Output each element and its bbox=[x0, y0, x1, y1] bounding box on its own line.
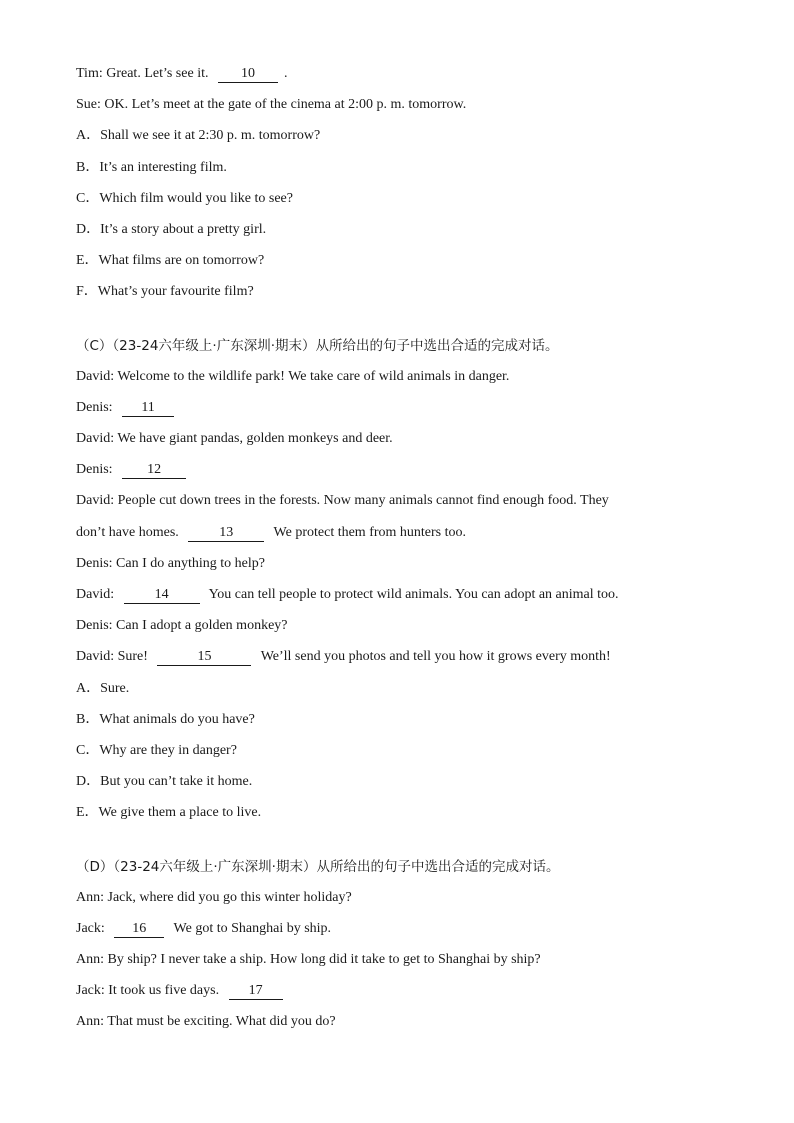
answer-blank-16[interactable]: 16 bbox=[114, 921, 164, 938]
dialogue-line: Ann: Jack, where did you go this winter holiday? bbox=[76, 889, 352, 905]
dialogue-line bbox=[76, 581, 716, 612]
dialogue-line bbox=[76, 394, 716, 425]
dialogue-text: You can tell people to protect wild animals. You can adopt an animal too. bbox=[208, 587, 619, 602]
dialogue-line: Ann: By ship? I never take a ship. How long did it take to get to Shanghai by ship? bbox=[76, 952, 541, 968]
option-d: D．It’s a story about a pretty girl. bbox=[76, 221, 267, 237]
dialogue-text: We protect them from hunters too. bbox=[273, 524, 467, 540]
dialogue-line: Denis: Can I do anything to help? bbox=[76, 555, 265, 571]
answer-blank-13[interactable]: 13 bbox=[188, 525, 264, 542]
dialogue-line bbox=[76, 977, 716, 1008]
answer-blank-17[interactable]: 17 bbox=[229, 983, 283, 1000]
dialogue-line: David: People cut down trees in the forests. Now many animals cannot find enough food. They bbox=[76, 493, 609, 509]
section-d-heading: （D）（23-24六年级上·广东深圳·期末）从所给出的句子中选出合适的完成对话。 bbox=[76, 858, 560, 875]
dialogue-line: Denis: Can I adopt a golden monkey? bbox=[76, 618, 288, 634]
speaker-label: Jack: bbox=[76, 920, 105, 936]
answer-blank-14[interactable]: 14 bbox=[124, 587, 200, 604]
answer-blank-10[interactable]: 10 bbox=[218, 66, 278, 83]
answer-blank-15[interactable]: 15 bbox=[157, 649, 251, 666]
dialogue-line: Sue: OK. Let’s meet at the gate of the cinema at 2:00 p. m. tomorrow. bbox=[76, 97, 467, 113]
dialogue-line bbox=[76, 915, 716, 946]
dialogue-line bbox=[76, 60, 716, 91]
option-f: F．What’s your favourite film? bbox=[76, 284, 254, 300]
dialogue-text: Tim: Great. Let’s see it. bbox=[76, 66, 209, 81]
option-e: E．We give them a place to live. bbox=[76, 805, 262, 821]
dialogue-text: . bbox=[283, 66, 288, 81]
option-d: D．But you can’t take it home. bbox=[76, 774, 253, 790]
dialogue-text: don’t have homes. bbox=[76, 524, 179, 540]
dialogue-line bbox=[76, 643, 716, 674]
dialogue-line bbox=[76, 519, 716, 550]
dialogue-line: David: We have giant pandas, golden monkeys and deer. bbox=[76, 431, 393, 447]
option-c: C．Which film would you like to see? bbox=[76, 190, 293, 206]
dialogue-line: Ann: That must be exciting. What did you do? bbox=[76, 1014, 336, 1030]
option-c: C．Why are they in danger? bbox=[76, 742, 237, 758]
answer-blank-12[interactable]: 12 bbox=[122, 462, 186, 479]
dialogue-text: David: Sure! bbox=[76, 649, 148, 665]
option-b: B．What animals do you have? bbox=[76, 711, 255, 727]
speaker-label: Denis: bbox=[76, 462, 113, 478]
dialogue-text: We got to Shanghai by ship. bbox=[173, 920, 332, 936]
option-b: B．It’s an interesting film. bbox=[76, 159, 227, 175]
speaker-label: David: bbox=[76, 587, 115, 602]
section-c-heading: （C）（23-24六年级上·广东深圳·期末）从所给出的句子中选出合适的完成对话。 bbox=[76, 337, 559, 354]
option-a: A．Sure. bbox=[76, 680, 130, 696]
answer-blank-11[interactable]: 11 bbox=[122, 400, 174, 417]
option-e: E．What films are on tomorrow? bbox=[76, 253, 265, 269]
document-content bbox=[76, 60, 716, 1040]
dialogue-text: We’ll send you photos and tell you how it grows every month! bbox=[260, 649, 611, 665]
speaker-label: Denis: bbox=[76, 399, 113, 415]
option-a: A．Shall we see it at 2:30 p. m. tomorrow? bbox=[76, 128, 321, 144]
dialogue-text: Jack: It took us five days. bbox=[76, 983, 220, 999]
dialogue-line: David: Welcome to the wildlife park! We take care of wild animals in danger. bbox=[76, 368, 510, 384]
dialogue-line bbox=[76, 456, 716, 487]
